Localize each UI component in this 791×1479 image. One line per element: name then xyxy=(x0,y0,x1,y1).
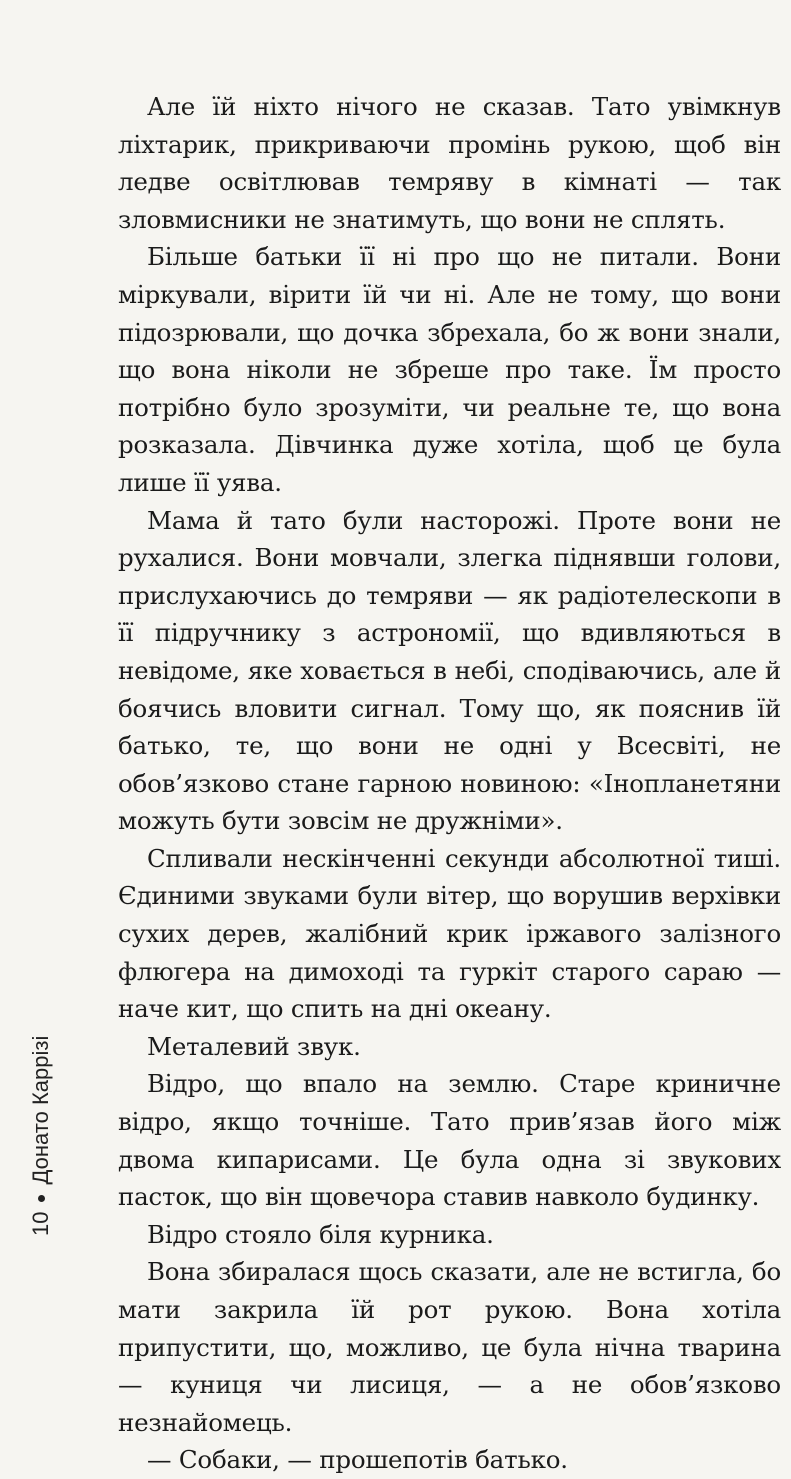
paragraph: Відро стояло біля курника. xyxy=(147,1219,494,1249)
running-head xyxy=(24,1000,54,1240)
paragraph: Мама й тато були насторожі. Проте вони не рухалися. Вони мовчали, злегка піднявши голови, прислухаючись до темряви — як радіотелескопи в її підручнику з астрономії, що вдивляються в невідоме, яке ховається в небі, сподіваючись, але й боячись вловити сигнал. Тому що, як пояснив їй батько, те, що вони не одні у Всесвіті, не обов’язково стане гарною новиною: «Інопланетяни можуть бути зовсім не дружніми». xyxy=(118,505,781,836)
paragraph: Більше батьки її ні про що не питали. Вони міркували, вірити їй чи ні. Але не тому, що вони підозрювали, що дочка збрехала, бо ж вони знали, що вона ніколи не збреше про таке. Їм просто потрібно було зрозуміти, чи реальне те, що вона розказала. Дівчинка дуже хотіла, щоб це була лише її уява. xyxy=(118,242,781,497)
paragraph: Вона збиралася щось сказати, але не встигла, бо мати закрила їй рот рукою. Вона хотіла припустити, що, можливо, це була нічна тварина — куниця чи лисиця, — а не обов’язково незнайомець. xyxy=(118,1257,781,1437)
running-head-line xyxy=(28,1036,54,1236)
paragraph: — Собаки, — прошепотів батько. xyxy=(147,1445,568,1475)
bullet-separator-icon xyxy=(38,1195,45,1202)
paragraph: Спливали нескінченні секунди абсолютної тиші. Єдиними звуками були вітер, що ворушив верхівки сухих дерев, жалібний крик іржавого залізного флюгера на димоході та гуркіт старого сараю — наче кит, що спить на дні океану. xyxy=(118,843,781,1024)
paragraph: Відро, що впало на землю. Старе криничне відро, якщо точніше. Тато прив’язав його між двома кипарисами. Це була одна зі звукових пасток, що він щовечора ставив навколо будинку. xyxy=(118,1069,781,1212)
paragraph: Металевий звук. xyxy=(147,1031,361,1061)
paragraph: Але їй ніхто нічого не сказав. Тато увімкнув ліхтарик, прикриваючи промінь рукою, щоб він ледве освітлював темряву в кімнаті — так зловмисники не знатимуть, що вони не сплять. xyxy=(118,92,781,234)
page-number: 10 xyxy=(28,1211,53,1236)
body-text xyxy=(118,88,781,1479)
author-name: Донато Каррізі xyxy=(28,1035,53,1185)
